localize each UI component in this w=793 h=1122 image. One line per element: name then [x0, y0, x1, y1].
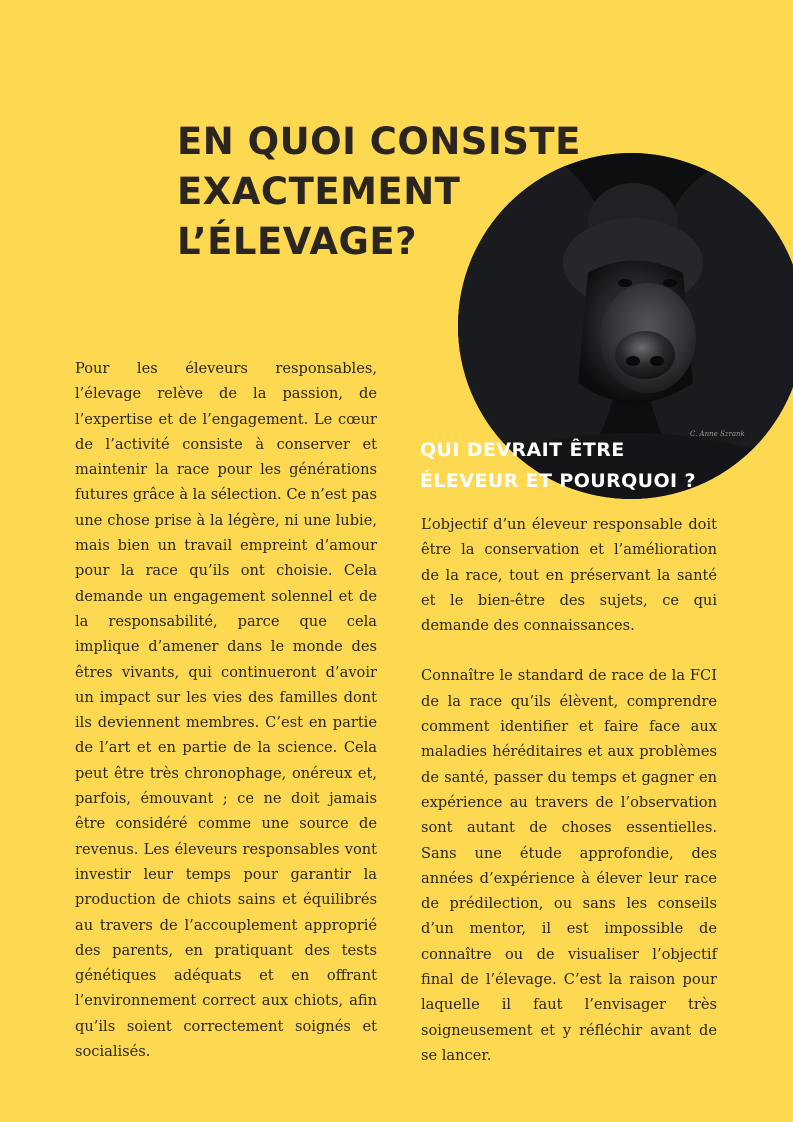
- right-paragraph-1: L’objectif d’un éleveur responsable doit être la conservation et l’amélioration de la race, tout en préservant la santé et le bien-être des sujets, ce qui demande des connaissances.: [421, 516, 717, 635]
- left-column-text: Pour les éleveurs responsables, l’élevage relève de la passion, de l’expertise et de l’engagement. Le cœur de l’activité consiste à conserver et maintenir la race pour les générations futures grâce à la sélection. Ce n’est pas une chose prise à la légère, ni une lubie, mais bien un travail empreint d’amour pour la race qu’ils ont choisie. Cela demande un engagement solennel et de la responsabilité, parce que cela implique d’amener dans le monde des êtres vivants, qui continueront d’avoir un impact sur les vies des familles dont ils deviennent membres. C’est en partie de l’art et en partie de la science. Cela peut être très chronophage, onéreux et, parfois, émouvant ; ce ne doit jamais être considéré comme une source de revenus. Les éleveurs responsables vont investir leur temps pour garantir la production de chiots sains et équilibrés au travers de l’accouplement approprié des parents, en pratiquant des tests génétiques adéquats et en offrant l’environnement correct aux chiots, afin qu’ils soient correctement soignés et socialisés.: [75, 360, 377, 1061]
- section-subtitle: [420, 435, 696, 497]
- title-line-3: L’ÉLEVAGE?: [177, 220, 418, 263]
- title-line-1: EN QUOI CONSISTE: [177, 120, 581, 163]
- right-column: [421, 512, 717, 1093]
- subtitle-line-1: QUI DEVRAIT ÊTRE: [420, 439, 625, 461]
- subtitle-line-2: ÉLEVEUR ET POURQUOI ?: [420, 470, 696, 492]
- photo-signature: C. Anne Szrank: [690, 430, 745, 438]
- title-line-2: EXACTEMENT: [177, 170, 461, 213]
- right-paragraph-2: Connaître le standard de race de la FCI de la race qu’ils élèvent, comprendre comment identifier et faire face aux maladies héréditaires et aux problèmes de santé, passer du temps et gagner en expérience au travers de l’observation sont autant de choses essentielles. Sans une étude approfondie, des années d’expérience à élever leur race de prédilection, ou sans les conseils d’un mentor, il est impossible de connaître ou de visualiser l’objectif final de l’élevage. C’est la raison pour laquelle il faut l’envisager très soigneusement et y réfléchir avant de se lancer.: [421, 667, 717, 1064]
